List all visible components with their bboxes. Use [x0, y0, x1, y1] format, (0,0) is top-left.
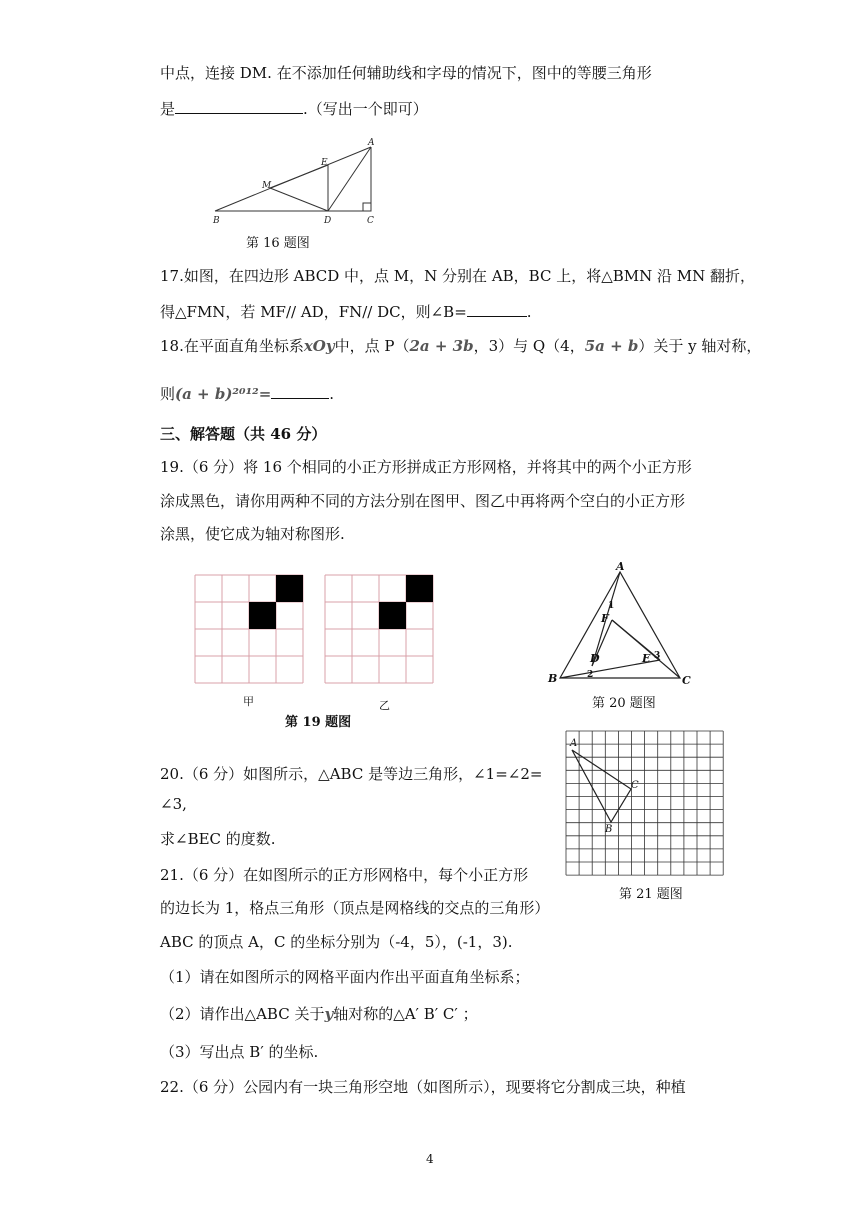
q19-jia-black-square-1: [276, 575, 303, 602]
q18-xoy: xOy: [303, 337, 335, 355]
q19-jia-black-square-2: [249, 602, 276, 629]
q18-expr1: 2a + 3b: [409, 337, 474, 355]
q21-label-c: C: [631, 780, 639, 791]
section3-title: 三、解答题（共 46 分）: [160, 425, 327, 443]
q21-sub2-suffix: 轴对称的△A′ B′ C′ ；: [333, 1005, 478, 1023]
q19-label-jia: 甲: [243, 695, 254, 708]
q21-sub2: [160, 1003, 478, 1025]
q18-part4: ）关于 y 轴对称，: [638, 337, 762, 355]
q19-caption: 第 19 题图: [285, 715, 352, 730]
q16-line1: 中点，连接 DM. 在不添加任何辅助线和字母的情况下，图中的等腰三角形: [160, 64, 652, 82]
q19-grid-yi[interactable]: [322, 572, 436, 686]
q21-line2: 的边长为 1，格点三角形（顶点是网格线的交点的三角形）: [160, 899, 550, 917]
q16-label-d: D: [324, 216, 332, 226]
q16-caption: 第 16 题图: [246, 236, 310, 251]
q21-sub3: （3）写出点 B′ 的坐标.: [160, 1043, 319, 1061]
q20-caption: 第 20 题图: [592, 696, 656, 711]
q19-line3: 涂黑，使它成为轴对称图形.: [160, 525, 345, 543]
q18-line1: [160, 335, 761, 357]
q18-line2-suffix: .: [329, 385, 335, 403]
q16-line2-suffix: .（写出一个即可）: [303, 100, 428, 118]
q21-caption: 第 21 题图: [619, 887, 683, 902]
q20-label-d: D: [590, 652, 600, 665]
q16-line-me: [270, 165, 328, 188]
q17-line2: [160, 300, 532, 323]
q21-triangle-abc: [572, 750, 631, 822]
q16-label-m: M: [262, 181, 272, 191]
q18-line2-mid: =: [258, 385, 272, 403]
q19-grid-jia[interactable]: [192, 572, 306, 686]
q18-part2: 中，点 P（: [334, 337, 410, 355]
q16-line-md: [270, 188, 328, 211]
q17-line1: 17.如图，在四边形 ABCD 中，点 M，N 分别在 AB，BC 上，将△BMN 沿 MN 翻折，: [160, 267, 756, 285]
q20-label-e: E: [642, 652, 651, 665]
q20-label-f: F: [601, 612, 609, 625]
q16-answer-blank[interactable]: [175, 97, 303, 114]
q16-right-angle-mark: [363, 203, 371, 211]
q21-label-b: B: [605, 824, 613, 835]
q16-label-b: B: [213, 216, 220, 226]
q16-label-e: E: [321, 158, 328, 168]
q21-line1: 21.（6 分）在如图所示的正方形网格中，每个小正方形: [160, 866, 529, 884]
q20-label-b: B: [548, 672, 558, 685]
q21-sub1: （1）请在如图所示的网格平面内作出平面直角坐标系；: [160, 968, 530, 986]
q21-sub2-axis: y: [324, 1005, 334, 1023]
q20-label-angle3: 3: [654, 651, 661, 661]
q16-label-a: A: [368, 138, 375, 148]
q20-figure: [540, 560, 700, 690]
q18-answer-blank[interactable]: [271, 382, 329, 399]
q18-line2: [160, 382, 334, 405]
q18-expr3: (a + b)²⁰¹²: [175, 385, 259, 403]
q17-answer-blank[interactable]: [467, 300, 527, 317]
q20-label-angle2: 2: [587, 670, 594, 680]
q19-yi-black-square-2: [379, 602, 406, 629]
q20-line3: 求∠BEC 的度数.: [160, 830, 276, 848]
q22-line1: 22.（6 分）公园内有一块三角形空地（如图所示），现要将它分割成三块，种植: [160, 1078, 686, 1096]
q17-line2-prefix: 得△FMN，若 MF// AD，FN// DC，则∠B=: [160, 303, 467, 321]
q16-line2: [160, 97, 428, 120]
q20-label-angle1: 1: [608, 601, 615, 611]
q16-line2-prefix: 是: [160, 100, 176, 118]
q18-part1: 18.在平面直角坐标系: [160, 337, 304, 355]
q19-label-yi: 乙: [379, 699, 390, 712]
q16-figure: [205, 135, 385, 227]
q19-yi-black-square-1: [406, 575, 433, 602]
q21-sub2-prefix: （2）请作出△ABC 关于: [160, 1005, 325, 1023]
q18-expr2: 5a + b: [584, 337, 639, 355]
q21-grid-figure[interactable]: [565, 730, 725, 882]
q16-line-ad: [328, 147, 371, 211]
q16-label-c: C: [367, 216, 374, 226]
q19-line1: 19.（6 分）将 16 个相同的小正方形拼成正方形网格，并将其中的两个小正方形: [160, 458, 692, 476]
q17-line2-suffix: .: [526, 303, 532, 321]
q20-label-c: C: [682, 674, 691, 687]
q20-label-a: A: [616, 560, 625, 573]
q18-line2-prefix: 则: [160, 385, 176, 403]
q20-line2: ∠3,: [160, 795, 187, 813]
q20-line1: 20.（6 分）如图所示，△ABC 是等边三角形，∠1=∠2=: [160, 765, 543, 783]
q21-line3: ABC 的顶点 A，C 的坐标分别为（-4，5），(-1，3).: [160, 933, 513, 951]
q18-part3: ，3）与 Q（4，: [473, 337, 585, 355]
page-number: 4: [426, 1152, 434, 1166]
q19-line2: 涂成黑色，请你用两种不同的方法分别在图甲、图乙中再将两个空白的小正方形: [160, 492, 686, 510]
q21-label-a: A: [570, 738, 578, 749]
